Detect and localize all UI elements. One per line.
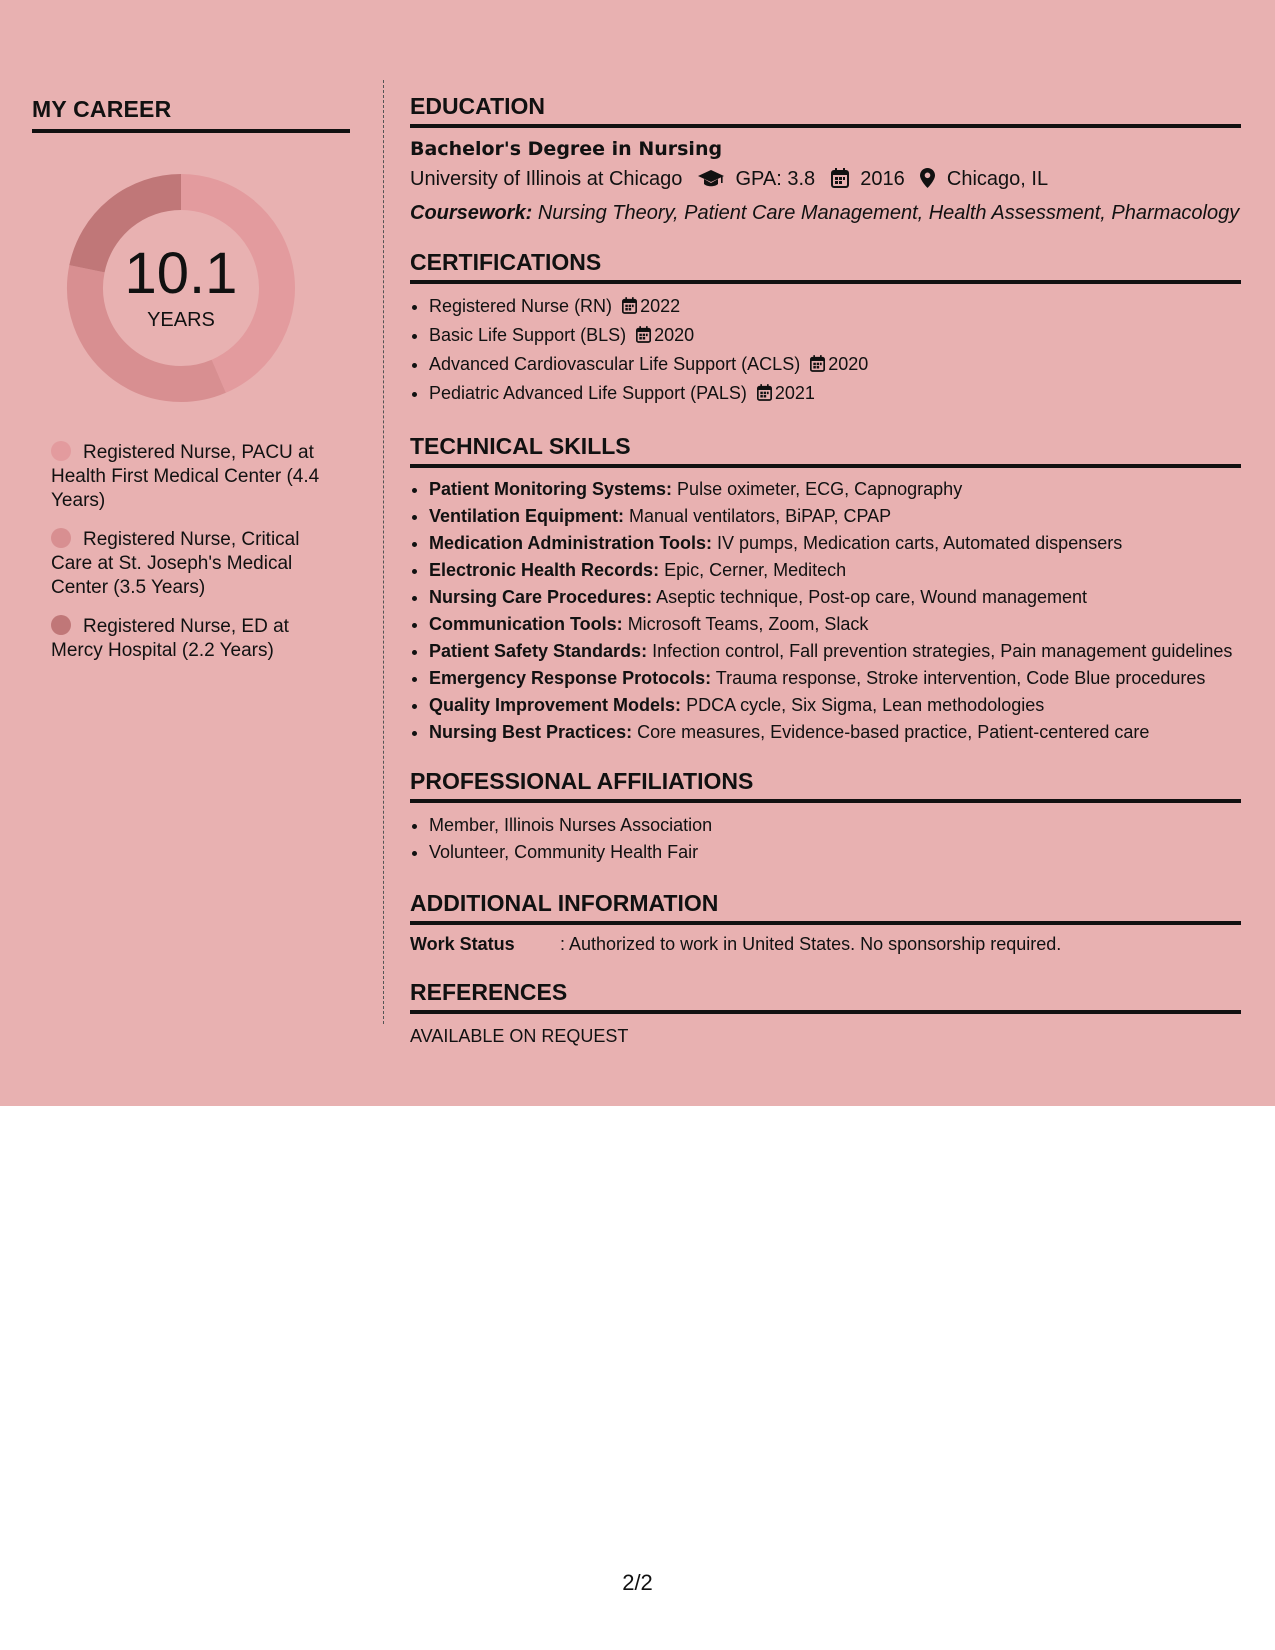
certification-item <box>429 380 1241 409</box>
skill-item <box>429 504 1241 528</box>
work-status-label: Work Status <box>410 934 515 954</box>
skill-item <box>429 693 1241 717</box>
career-title: MY CAREER <box>32 96 350 133</box>
skills-section <box>410 433 1241 744</box>
certification-item <box>429 351 1241 380</box>
skill-category: Emergency Response Protocols: <box>429 668 712 688</box>
school-name: University of Illinois at Chicago <box>410 168 683 190</box>
affiliations-title: PROFESSIONAL AFFILIATIONS <box>410 768 1241 803</box>
skill-list: PDCA cycle, Six Sigma, Lean methodologies <box>686 695 1045 715</box>
donut-center <box>66 173 296 403</box>
legend-label: Registered Nurse, PACU at Health First Medical Center (4.4 Years) <box>51 442 320 511</box>
skill-item <box>429 720 1241 744</box>
calendar-icon <box>831 168 849 194</box>
skills-list <box>410 477 1241 744</box>
skill-category: Electronic Health Records: <box>429 560 660 580</box>
skill-list: Pulse oximeter, ECG, Capnography <box>677 479 963 499</box>
work-status-row <box>410 934 1241 955</box>
certification-name: Advanced Cardiovascular Life Support (ACLS) <box>429 354 801 374</box>
references-text: AVAILABLE ON REQUEST <box>410 1026 629 1046</box>
certification-item <box>429 322 1241 351</box>
skills-title: TECHNICAL SKILLS <box>410 433 1241 468</box>
certification-year: 2021 <box>774 383 815 403</box>
legend-label: Registered Nurse, ED at Mercy Hospital (2.2 Years) <box>51 616 289 661</box>
skill-category: Nursing Best Practices: <box>429 722 633 742</box>
coursework-list: Nursing Theory, Patient Care Management, Health Assessment, Pharmacology <box>537 202 1240 224</box>
calendar-icon <box>810 353 825 380</box>
skill-list: IV pumps, Medication carts, Automated dispensers <box>717 533 1123 553</box>
skill-list: Core measures, Evidence-based practice, Patient-centered care <box>637 722 1150 742</box>
main-content <box>410 93 1241 1047</box>
graduation-cap-icon <box>698 170 724 194</box>
education-details <box>410 168 1241 194</box>
gpa: GPA: 3.8 <box>735 168 816 190</box>
certification-name: Registered Nurse (RN) <box>429 296 613 316</box>
legend-dot <box>51 528 71 548</box>
skill-category: Nursing Care Procedures: <box>429 587 653 607</box>
certification-year: 2020 <box>828 354 869 374</box>
career-legend <box>51 441 341 663</box>
references-section <box>410 979 1241 1047</box>
certification-year: 2020 <box>654 325 695 345</box>
skill-list: Infection control, Fall prevention strategies, Pain management guidelines <box>652 641 1233 661</box>
column-divider <box>383 80 384 1024</box>
skill-list: Epic, Cerner, Meditech <box>664 560 847 580</box>
certifications-section <box>410 249 1241 409</box>
certification-item <box>429 293 1241 322</box>
legend-dot <box>51 441 71 461</box>
total-years-value: 10.1 <box>124 240 238 306</box>
certification-year: 2022 <box>640 296 681 316</box>
affiliations-list <box>410 812 1241 866</box>
certification-name: Basic Life Support (BLS) <box>429 325 627 345</box>
skill-category: Patient Safety Standards: <box>429 641 648 661</box>
skill-item <box>429 612 1241 636</box>
coursework <box>410 202 1241 225</box>
skill-category: Communication Tools: <box>429 614 623 634</box>
skill-item <box>429 477 1241 501</box>
skill-list: Aseptic technique, Post-op care, Wound management <box>656 587 1088 607</box>
career-section <box>32 96 350 678</box>
graduation-year: 2016 <box>860 168 905 190</box>
skill-category: Patient Monitoring Systems: <box>429 479 673 499</box>
certification-name: Pediatric Advanced Life Support (PALS) <box>429 383 747 403</box>
legend-label: Registered Nurse, Critical Care at St. Joseph's Medical Center (3.5 Years) <box>51 529 300 598</box>
total-years-unit: YEARS <box>147 308 215 331</box>
education-title: EDUCATION <box>410 93 1241 128</box>
map-pin-icon <box>920 168 935 194</box>
skill-item <box>429 558 1241 582</box>
skill-category: Medication Administration Tools: <box>429 533 712 553</box>
affiliation-item: • Volunteer, Community Health Fair <box>429 839 1241 866</box>
legend-item <box>51 528 341 600</box>
legend-item <box>51 615 341 663</box>
career-donut-chart <box>66 173 296 403</box>
legend-item <box>51 441 341 513</box>
certifications-title: CERTIFICATIONS <box>410 249 1241 284</box>
references-title: REFERENCES <box>410 979 1241 1014</box>
skill-category: Ventilation Equipment: <box>429 506 625 526</box>
work-status-value: : Authorized to work in United States. No sponsorship required. <box>560 934 1062 954</box>
certifications-list <box>410 293 1241 409</box>
skill-item <box>429 639 1241 663</box>
affiliations-section <box>410 768 1241 866</box>
skill-item <box>429 585 1241 609</box>
skill-list: Manual ventilators, BiPAP, CPAP <box>629 506 892 526</box>
skill-item <box>429 531 1241 555</box>
calendar-icon <box>757 382 772 409</box>
legend-dot <box>51 615 71 635</box>
additional-info-title: ADDITIONAL INFORMATION <box>410 890 1241 925</box>
skill-list: Trauma response, Stroke intervention, Code Blue procedures <box>715 668 1206 688</box>
additional-info-section <box>410 890 1241 955</box>
calendar-icon <box>622 295 637 322</box>
calendar-icon <box>636 324 651 351</box>
education-section <box>410 93 1241 225</box>
degree-name: Bachelor's Degree in Nursing <box>410 138 723 160</box>
skill-list: Microsoft Teams, Zoom, Slack <box>627 614 869 634</box>
page-number: 2/2 <box>622 1570 653 1595</box>
affiliation-item: • Member, Illinois Nurses Association <box>429 812 1241 839</box>
skill-item <box>429 666 1241 690</box>
skill-category: Quality Improvement Models: <box>429 695 682 715</box>
coursework-label: Coursework: <box>410 202 533 224</box>
school-location: Chicago, IL <box>946 168 1049 190</box>
